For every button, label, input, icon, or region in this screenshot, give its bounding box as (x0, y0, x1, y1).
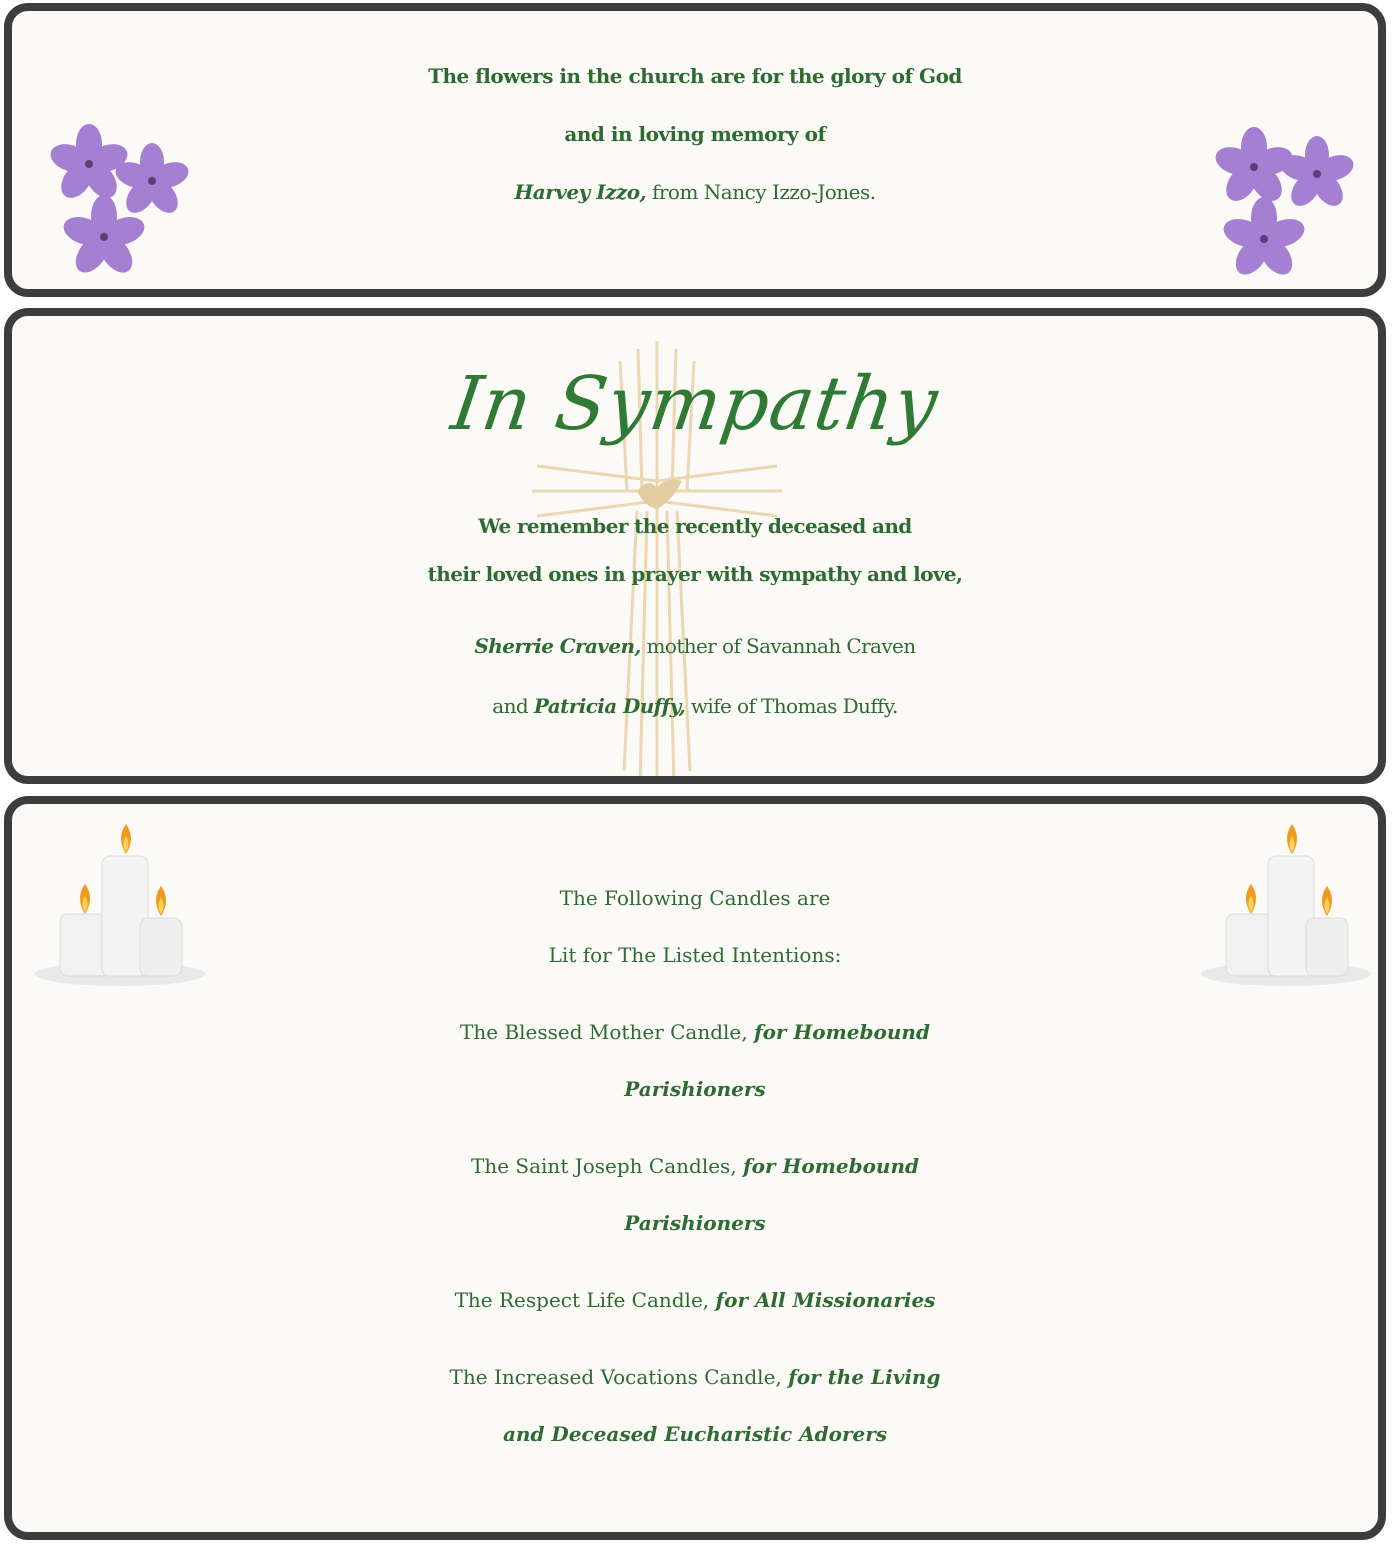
donor-text: from Nancy Izzo-Jones. (646, 180, 876, 204)
candle-intention-cont: Parishioners (624, 1211, 766, 1235)
sympathy-title: In Sympathy (446, 361, 944, 447)
relation-text: mother of Savannah Craven (640, 634, 916, 658)
conjunction-text: and (492, 694, 534, 718)
candle-name: The Saint Joseph Candles, (471, 1154, 744, 1178)
sympathy-line-2: their loved ones in prayer with sympathy and love, (427, 562, 963, 586)
deceased-name: Patricia Duffy, (533, 694, 686, 718)
candle-entry (12, 1272, 1378, 1329)
sympathy-line-1: We remember the recently deceased and (478, 514, 912, 538)
candle-entry-line (12, 1349, 1378, 1406)
candle-entry (12, 1138, 1378, 1252)
candles-icon (1196, 816, 1376, 991)
candle-name: The Blessed Mother Candle, (460, 1020, 754, 1044)
sympathy-panel (4, 308, 1386, 784)
dedication-line-2: and in loving memory of (564, 122, 826, 146)
candle-entry (12, 1349, 1378, 1463)
candle-entry-line (12, 1004, 1378, 1061)
candle-intention-cont: Parishioners (624, 1077, 766, 1101)
candle-entry-line (12, 1138, 1378, 1195)
honoree-name: Harvey Izzo, (514, 180, 647, 204)
candles-panel (4, 796, 1386, 1540)
candle-intention: for Homebound (753, 1020, 930, 1044)
candle-entry-line (12, 1272, 1378, 1329)
candles-heading (12, 870, 1378, 984)
violet-flowers-icon (1202, 119, 1362, 289)
candle-entry (12, 1004, 1378, 1118)
heading-line-2: Lit for The Listed Intentions: (548, 943, 842, 967)
deceased-list (12, 616, 1378, 736)
candle-name: The Respect Life Candle, (454, 1288, 716, 1312)
heading-line-1: The Following Candles are (559, 886, 831, 910)
relation-text: wife of Thomas Duffy. (685, 694, 898, 718)
deceased-name: Sherrie Craven, (474, 634, 641, 658)
sympathy-message (12, 502, 1378, 598)
dedication-line-3 (12, 163, 1378, 221)
candle-intentions-list (12, 1004, 1378, 1483)
candle-intention: for All Missionaries (715, 1288, 936, 1312)
deceased-entry (12, 676, 1378, 736)
candle-intention: for Homebound (743, 1154, 919, 1178)
flowers-dedication (12, 47, 1378, 221)
candle-intention: for the Living (788, 1365, 941, 1389)
flowers-panel (4, 3, 1386, 297)
dedication-line-1: The flowers in the church are for the glory of God (428, 64, 962, 88)
deceased-entry (12, 616, 1378, 676)
candle-name: The Increased Vocations Candle, (449, 1365, 789, 1389)
candle-intention-cont: and Deceased Eucharistic Adorers (502, 1422, 888, 1446)
